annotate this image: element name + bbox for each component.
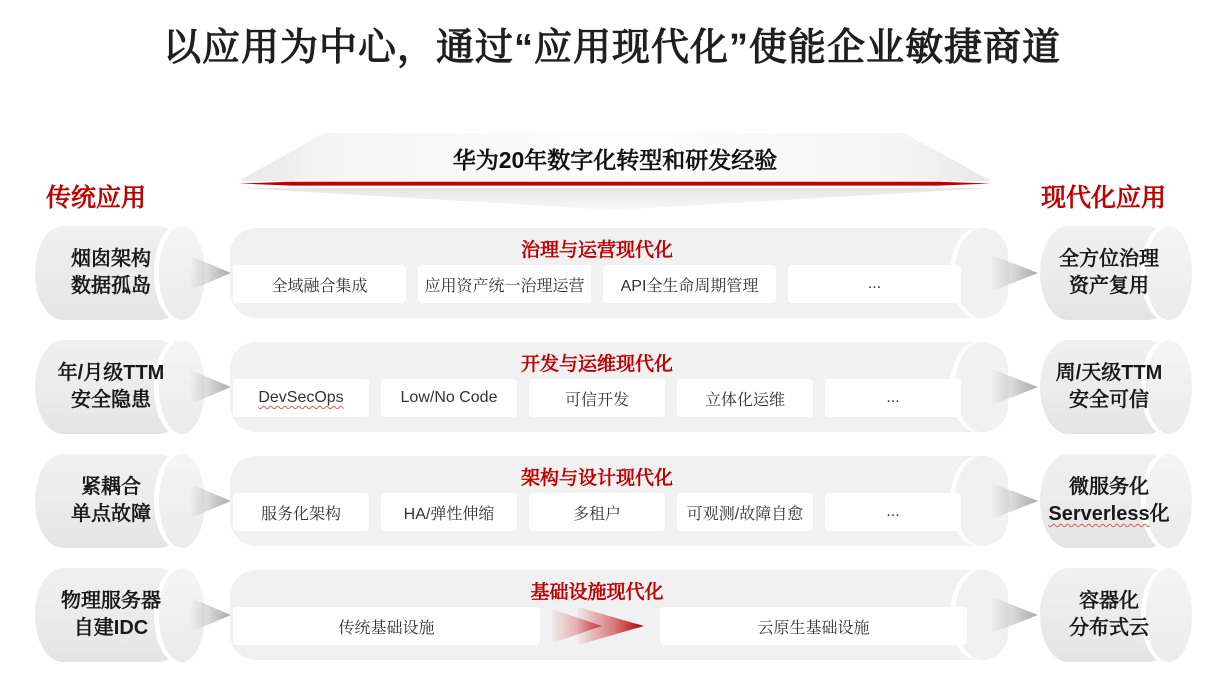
capability-box: 服务化架构 [233, 493, 369, 531]
row-infrastructure-panel [230, 570, 1008, 660]
cylinder-label: 自建IDC [73, 617, 149, 639]
arrow-right-icon [992, 369, 1038, 405]
row-architecture-panel [230, 456, 1008, 546]
capability-box: 传统基础设施 [233, 607, 540, 645]
row-governance-panel [230, 228, 1008, 318]
traditional-apps-heading: 传统应用 [46, 184, 147, 212]
traditional-cylinder-4 [35, 568, 205, 662]
modern-cylinder-3 [1040, 454, 1192, 548]
capability-box [233, 379, 369, 417]
cylinder-label: 年/月级TTM [57, 362, 165, 384]
traditional-cylinder-1 [35, 226, 205, 320]
arrow-right-icon [992, 255, 1038, 291]
experience-banner [239, 131, 991, 213]
capability-box: 立体化运维 [677, 379, 813, 417]
modern-apps-heading: 现代化应用 [1041, 184, 1167, 212]
ellipsis-box: ... [825, 379, 961, 417]
capability-box: 可观测/故障自愈 [677, 493, 813, 531]
red-fast-forward-icon [552, 604, 648, 648]
capability-label: DevSecOps [258, 389, 344, 406]
cylinder-label: 分布式云 [1069, 617, 1149, 639]
capability-box: 可信开发 [529, 379, 665, 417]
banner-down-arrow-icon [239, 188, 991, 210]
capability-box: HA/弹性伸缩 [381, 493, 517, 531]
capability-box: 云原生基础设施 [660, 607, 967, 645]
ellipsis-box: ... [825, 493, 961, 531]
cylinder-label: 物理服务器 [61, 590, 161, 612]
traditional-cylinder-3 [35, 454, 205, 548]
page-title: 以应用为中心，通过“应用现代化”使能企业敏捷商道 [162, 27, 1061, 69]
cylinder-label: 数据孤岛 [71, 275, 151, 297]
cylinder-label: 安全可信 [1069, 389, 1149, 411]
modern-cylinder-1 [1040, 226, 1192, 320]
capability-box: API全生命周期管理 [603, 265, 776, 303]
row-title: 开发与运维现代化 [520, 354, 673, 375]
row-devops-panel [230, 342, 1008, 432]
row-title: 基础设施现代化 [530, 582, 664, 603]
cylinder-label: Serverless化 [1048, 503, 1170, 525]
arrow-right-icon [992, 597, 1038, 633]
row-title: 架构与设计现代化 [520, 468, 673, 489]
traditional-cylinder-2 [35, 340, 205, 434]
row-title: 治理与运营现代化 [520, 240, 673, 261]
banner-red-line [239, 182, 991, 186]
cylinder-label: 紧耦合 [81, 476, 141, 498]
cylinder-label: 容器化 [1079, 590, 1139, 612]
arrow-right-icon [191, 484, 231, 518]
capability-box: 应用资产统一治理运营 [418, 265, 591, 303]
modern-cylinder-4 [1040, 568, 1192, 662]
cylinder-label: 周/天级TTM [1055, 362, 1163, 384]
cylinder-label: 安全隐患 [71, 389, 151, 411]
arrow-right-icon [191, 256, 231, 290]
modern-cylinder-2 [1040, 340, 1192, 434]
capability-box: 多租户 [529, 493, 665, 531]
arrow-right-icon [992, 483, 1038, 519]
capability-box: 全域融合集成 [233, 265, 406, 303]
cylinder-label: 资产复用 [1069, 275, 1149, 297]
cylinder-label: 单点故障 [71, 503, 151, 525]
banner-text: 华为20年数字化转型和研发经验 [452, 147, 778, 173]
arrow-right-icon [191, 370, 231, 404]
cylinder-label: 全方位治理 [1059, 248, 1159, 270]
cylinder-label: 微服务化 [1069, 476, 1149, 498]
arrow-right-icon [191, 598, 231, 632]
capability-box: Low/No Code [381, 379, 517, 417]
cylinder-label: 烟囱架构 [71, 248, 151, 270]
ellipsis-box: ... [788, 265, 961, 303]
